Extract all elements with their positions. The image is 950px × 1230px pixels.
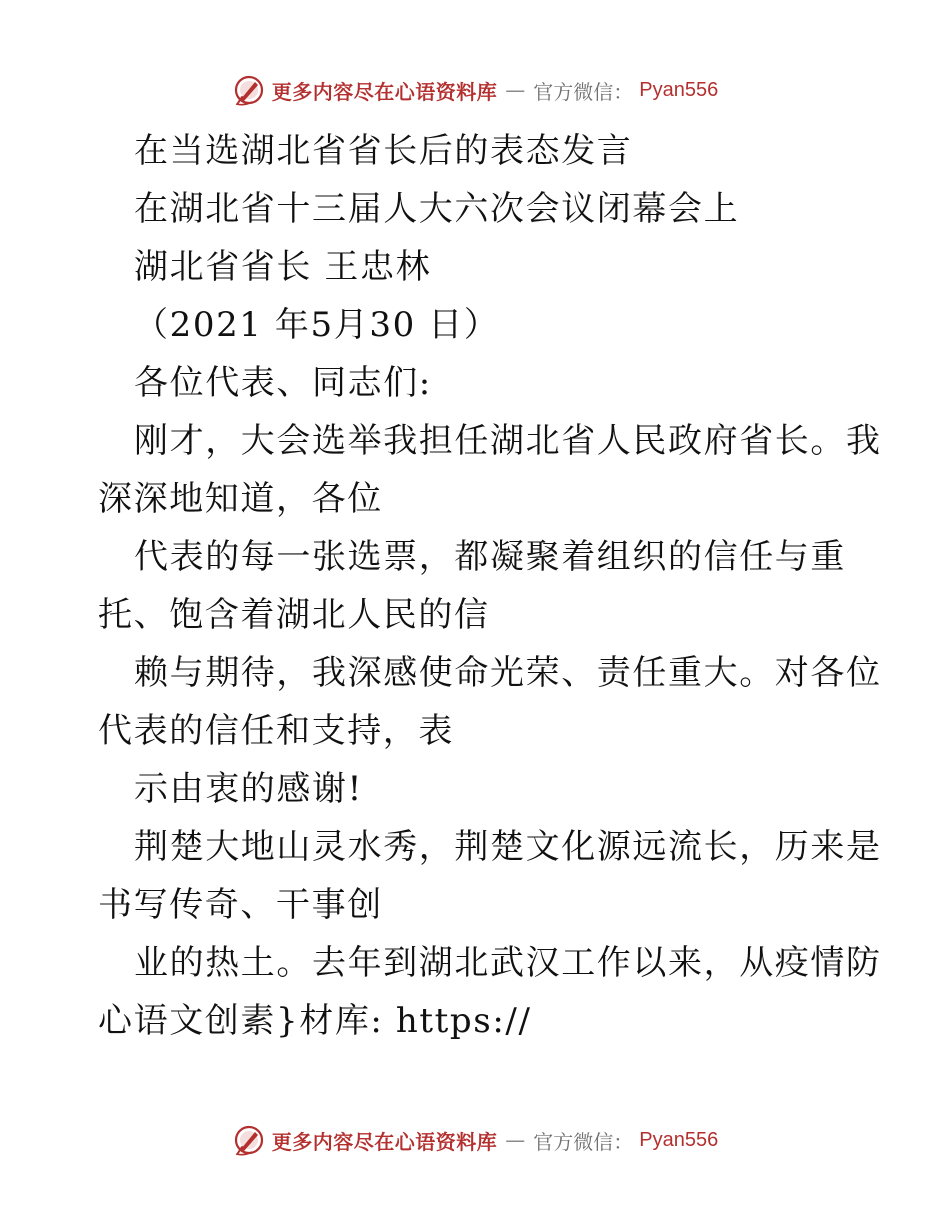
banner-content	[232, 73, 718, 107]
banner-content	[232, 1123, 718, 1157]
paragraph-line: 代表的每一张选票，都凝聚着组织的信任与重	[134, 537, 846, 577]
document-body	[98, 122, 882, 1050]
paragraph-line: 示由衷的感谢!	[134, 769, 363, 809]
banner-dash: —	[505, 1128, 526, 1152]
paragraph-line: 代表的信任和支持，表	[98, 711, 454, 751]
quill-pen-circle-icon	[232, 1123, 266, 1157]
banner-dash: —	[505, 78, 526, 102]
footer-banner	[0, 1122, 950, 1158]
banner-wechat-id: Pyan556	[639, 78, 719, 101]
paragraph-line: 心语文创素}材库: https://	[98, 1001, 532, 1041]
paragraph-line: 书写传奇、干事创	[98, 885, 383, 925]
banner-main-text: 更多内容尽在心语资料库	[271, 79, 498, 104]
paragraph-line: 刚才，大会选举我担任湖北省人民政府省长。我	[134, 421, 882, 461]
banner-wechat-label: 官方微信：	[533, 1129, 634, 1154]
paragraph-line: 业的热土。去年到湖北武汉工作以来，从疫情防	[134, 943, 882, 983]
header-banner	[0, 72, 950, 108]
paragraph-line: 托、饱含着湖北人民的信	[98, 595, 490, 635]
doc-salutation: 各位代表、同志们:	[134, 363, 432, 403]
banner-main-text: 更多内容尽在心语资料库	[271, 1129, 498, 1154]
quill-pen-circle-icon	[232, 73, 266, 107]
doc-title: 在当选湖北省省长后的表态发言	[134, 131, 633, 171]
doc-occasion: 在湖北省十三届人大六次会议闭幕会上	[134, 189, 740, 229]
paragraph-line: 深深地知道，各位	[98, 479, 383, 519]
doc-speaker: 湖北省省长 王忠林	[134, 247, 432, 287]
doc-date: （2021 年5月30 日）	[134, 305, 500, 345]
paragraph-line: 赖与期待，我深感使命光荣、责任重大。对各位	[134, 653, 882, 693]
paragraph-line: 荆楚大地山灵水秀，荆楚文化源远流长，历来是	[134, 827, 882, 867]
banner-wechat-id: Pyan556	[639, 1128, 719, 1151]
banner-wechat-label: 官方微信：	[533, 79, 634, 104]
